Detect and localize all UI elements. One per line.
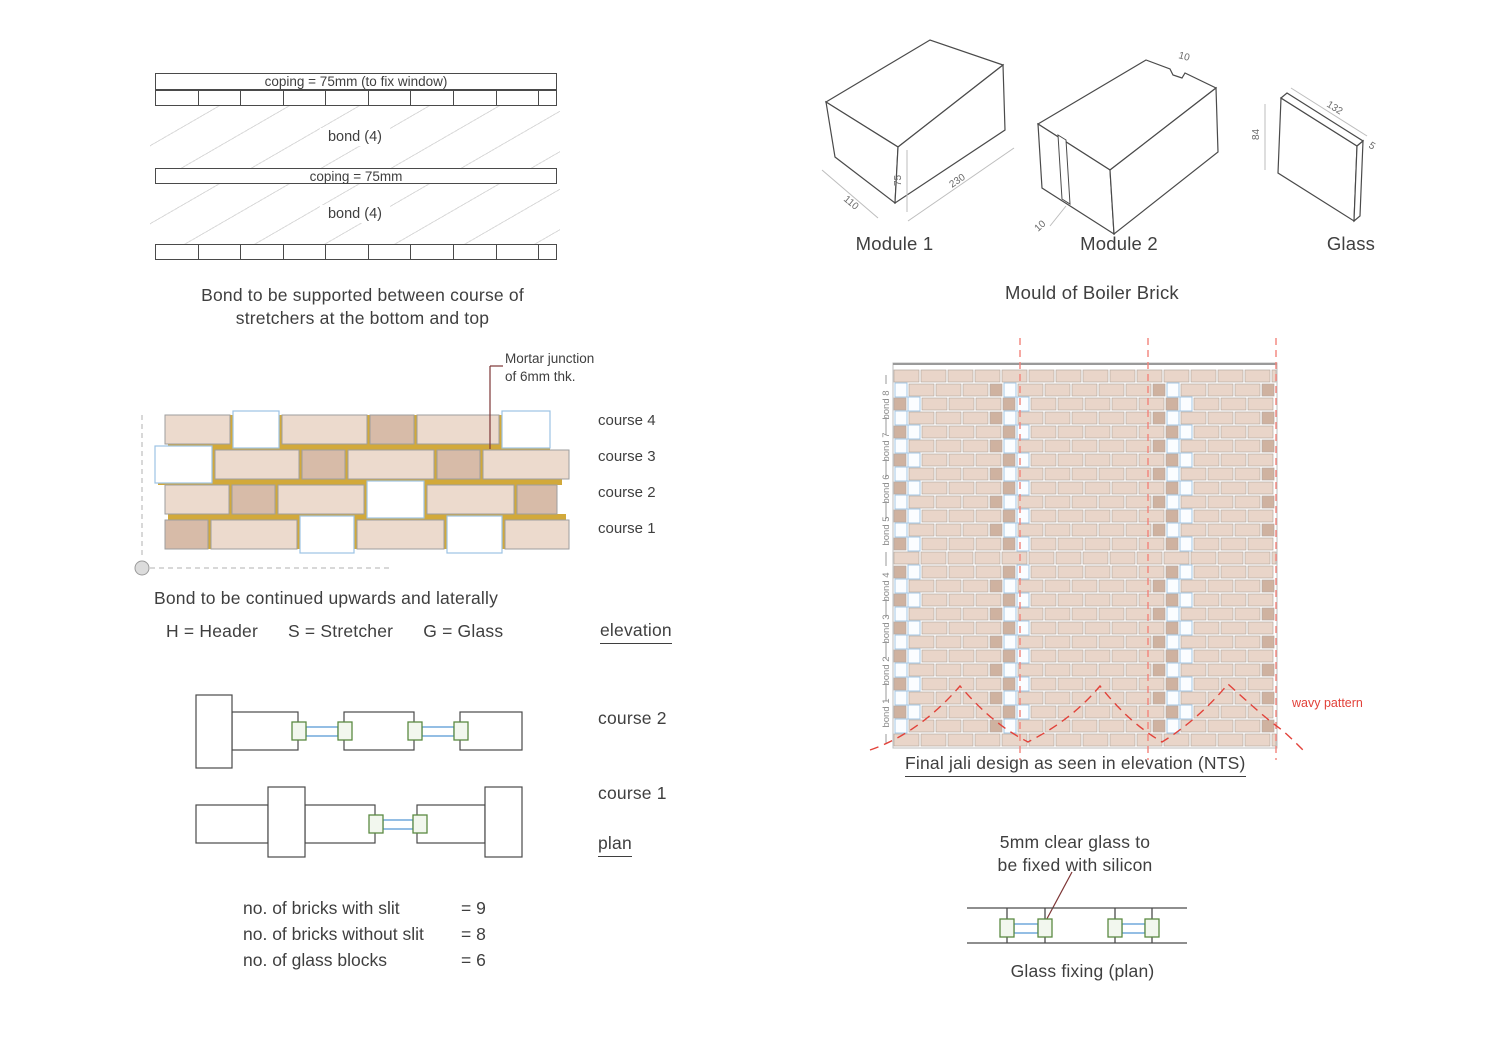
- bond-label: bond 8: [881, 390, 892, 420]
- legend-glass: G = Glass: [423, 621, 504, 641]
- brick-cell: [539, 245, 556, 259]
- brick-cell: [326, 245, 369, 259]
- bond-support-caption: Bond to be supported between course of stretchers at the bottom and top: [201, 285, 524, 329]
- brick-counts: [243, 895, 486, 973]
- module-1-drawing: [818, 28, 1018, 243]
- brick-cell: [241, 245, 284, 259]
- brick-cell: [497, 91, 540, 105]
- module-1-label: Module 1: [855, 233, 934, 254]
- brick-cell: [369, 91, 412, 105]
- bond-area-1-label: bond (4): [320, 128, 390, 146]
- brick-cell: [156, 245, 199, 259]
- brick-cell: [539, 91, 556, 105]
- bond-label: bond 2: [881, 656, 892, 686]
- bond-area-2: [150, 184, 560, 244]
- legend-stretcher: S = Stretcher: [287, 621, 394, 641]
- glass-dim-132: 132: [1324, 99, 1345, 118]
- bond-label: bond 7: [881, 432, 892, 462]
- course-4-label: course 4: [598, 412, 656, 429]
- module-2-dim-10-bottom: 10: [1032, 218, 1049, 235]
- plan-view-label: plan: [598, 833, 632, 857]
- wavy-pattern-label: wavy pattern: [1292, 696, 1363, 710]
- plan-course-1-label: course 1: [598, 783, 667, 803]
- elevation-view-label: elevation: [600, 620, 672, 644]
- glass-dim-5: 5: [1366, 140, 1377, 153]
- module-1-dim-75: 75: [893, 174, 904, 186]
- brick-cell: [326, 91, 369, 105]
- jali-elevation-drawing: [850, 330, 1410, 795]
- glass-fixing-drawing: [955, 865, 1205, 960]
- plan-course-2-label: course 2: [598, 708, 667, 728]
- bond-label: bond 3: [881, 614, 892, 644]
- stretcher-course-bottom: [155, 244, 557, 260]
- mould-caption: Mould of Boiler Brick: [1005, 282, 1179, 303]
- brick-cell: [411, 91, 454, 105]
- stretcher-course-top: [155, 90, 557, 106]
- module-2-label: Module 2: [1080, 233, 1158, 254]
- brick-cell: [284, 91, 327, 105]
- coping-bar-top: [155, 73, 557, 90]
- jali-caption: Final jali design as seen in elevation (NTS): [905, 753, 1246, 777]
- glass-panel-drawing: [1243, 82, 1393, 242]
- brick-cell: [241, 91, 284, 105]
- course-2-label: course 2: [598, 484, 656, 501]
- bond-continue-caption: Bond to be continued upwards and laterally: [154, 588, 499, 608]
- bond-area-2-label: bond (4): [320, 205, 390, 223]
- brick-cell: [369, 245, 412, 259]
- brick-cell: [411, 245, 454, 259]
- coping-top-label: coping = 75mm (to fix window): [264, 74, 448, 89]
- glass-dim-84: 84: [1251, 128, 1262, 140]
- brick-cell: [156, 91, 199, 105]
- brick-cell: [199, 91, 242, 105]
- course-1-label: course 1: [598, 520, 656, 537]
- brick-cell: [454, 91, 497, 105]
- count-row: no. of bricks with slit = 9: [243, 898, 486, 918]
- bond-label: bond 5: [881, 516, 892, 546]
- brick-cell: [284, 245, 327, 259]
- count-row: no. of bricks without slit = 8: [243, 924, 486, 944]
- module-1-dim-110: 110: [841, 193, 861, 213]
- plan-drawing: [190, 685, 535, 865]
- module-2-drawing: [1028, 38, 1228, 248]
- brick-cell: [199, 245, 242, 259]
- legend-header: H = Header: [166, 621, 258, 641]
- legend: [166, 621, 503, 642]
- bond-label: bond 1: [881, 698, 892, 728]
- brick-cell: [454, 245, 497, 259]
- bond-label: bond 4: [881, 572, 892, 602]
- module-1-dim-230: 230: [947, 172, 968, 191]
- module-2-dim-10-top: 10: [1177, 50, 1191, 64]
- bond-label: bond 6: [881, 474, 892, 504]
- glass-fixing-caption: Glass fixing (plan): [1010, 961, 1155, 981]
- coping-bar-middle: [155, 168, 557, 184]
- bond-area-1: [150, 106, 560, 168]
- count-row: no. of glass blocks = 6: [243, 950, 486, 970]
- mortar-note: Mortar junction of 6mm thk.: [505, 351, 595, 384]
- brick-cell: [497, 245, 540, 259]
- glass-label: Glass: [1326, 233, 1376, 254]
- course-3-label: course 3: [598, 448, 656, 465]
- coping-middle-label: coping = 75mm: [309, 168, 403, 184]
- glass-fixing-note: 5mm clear glass to be fixed with silicon: [997, 832, 1153, 875]
